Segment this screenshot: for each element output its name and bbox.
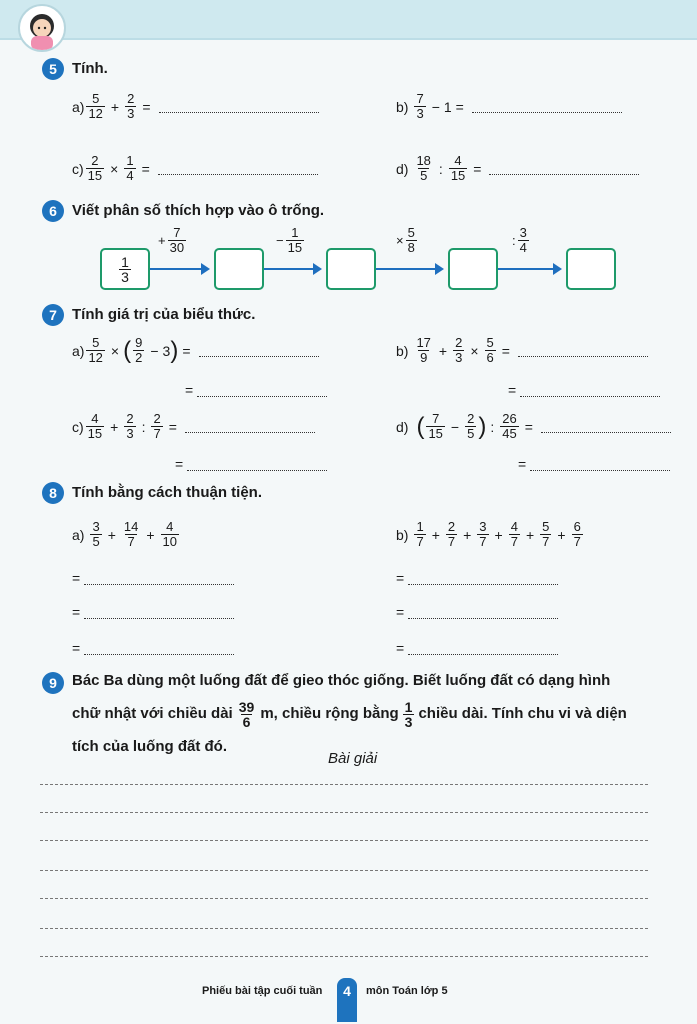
q7a: a) $\frac{5}{12}$ × ( $\frac{9}{2}$ − 3 ) =	[72, 336, 319, 365]
writing-line[interactable]	[40, 928, 648, 929]
q7d-step: =	[518, 456, 670, 472]
header-band	[0, 0, 697, 40]
answer-blank[interactable]	[158, 162, 318, 175]
q5-title: Tính.	[72, 60, 108, 77]
q8b-step-2: =	[396, 604, 558, 620]
answer-blank[interactable]	[472, 100, 622, 113]
q7c: c) $\frac{4}{15}$ + $\frac{2}{3}$ : $\frac{2}{7}$ =	[72, 412, 315, 441]
writing-line[interactable]	[40, 812, 648, 813]
q8a-step-1: =	[72, 570, 234, 586]
arrow-1	[150, 268, 208, 270]
q7b: b) $\frac{17}{9}$ + $\frac{2}{3}$ × $\frac{5}{6}$ =	[396, 336, 648, 365]
question-number-6: 6	[42, 200, 64, 222]
question-number-5: 5	[42, 58, 64, 80]
question-number-9: 9	[42, 672, 64, 694]
answer-blank[interactable]	[541, 420, 671, 433]
q7c-step: =	[175, 456, 327, 472]
writing-line[interactable]	[40, 898, 648, 899]
answer-blank[interactable]	[489, 162, 639, 175]
chain-op-3: × $\frac{5}{8}$	[396, 225, 415, 255]
avatar	[18, 4, 66, 52]
girl-avatar-icon	[20, 6, 64, 50]
q5d: d) $\frac{18}{5}$ : $\frac{4}{15}$ =	[396, 154, 639, 183]
footer-left: Phiếu bài tập cuối tuần	[202, 985, 323, 997]
writing-line[interactable]	[40, 870, 648, 871]
writing-line[interactable]	[40, 784, 648, 785]
chain-box-1[interactable]	[214, 248, 264, 290]
q7a-step: =	[185, 382, 327, 398]
q8a-step-2: =	[72, 604, 234, 620]
writing-line[interactable]	[40, 840, 648, 841]
footer-right: môn Toán lớp 5	[366, 985, 448, 997]
q8a-step-3: =	[72, 640, 234, 656]
q8a: a) $\frac{3}{5}$ + $\frac{14}{7}$ + $\frac{4}{10}$	[72, 519, 177, 549]
chain-start-box: $\frac{1}{3}$	[100, 248, 150, 290]
page-number: 4	[337, 978, 357, 1022]
writing-line[interactable]	[40, 956, 648, 957]
chain-op-4: : $\frac{3}{4}$	[512, 225, 527, 255]
solution-title: Bài giải	[328, 750, 378, 767]
q7d: d) ( $\frac{7}{15}$ − $\frac{2}{5}$ ) : $\frac{26}{45}$ =	[396, 412, 671, 441]
q5b: b) $\frac{7}{3}$ − 1 =	[396, 92, 622, 121]
q7b-step: =	[508, 382, 660, 398]
answer-blank[interactable]	[159, 100, 319, 113]
answer-blank[interactable]	[199, 344, 319, 357]
chain-op-2: − $\frac{1}{15}$	[276, 225, 303, 255]
chain-box-2[interactable]	[326, 248, 376, 290]
arrow-3	[376, 268, 442, 270]
question-number-7: 7	[42, 304, 64, 326]
q6-title: Viết phân số thích hợp vào ô trống.	[72, 202, 325, 219]
q7-title: Tính giá trị của biểu thức.	[72, 306, 256, 323]
q8-title: Tính bằng cách thuận tiện.	[72, 484, 263, 501]
q5c: c) $\frac{2}{15}$ × $\frac{1}{4}$ =	[72, 154, 318, 183]
q8b: b) $\frac{1}{7}$ + $\frac{2}{7}$ + $\frac{3}{7}$ + $\frac{4}{7}$ + $\frac{5}{7}$ + $\frac{6}{7}$	[396, 519, 581, 549]
q8b-step-1: =	[396, 570, 558, 586]
arrow-2	[264, 268, 320, 270]
question-number-8: 8	[42, 482, 64, 504]
answer-blank[interactable]	[185, 420, 315, 433]
arrow-4	[498, 268, 560, 270]
q9-text: Bác Ba dùng một luống đất để gieo thóc giống. Biết luống đất có dạng hình chữ nhật với chiều dài $\frac{39}{6}$ m, chiều rộng bằng $\frac{1}{3}$ chiều dài. Tính chu vi và diện tích của luống đất đó.	[72, 672, 627, 755]
q5a: a) $\frac{5}{12}$ + $\frac{2}{3}$ =	[72, 92, 319, 121]
answer-blank[interactable]	[518, 344, 648, 357]
chain-box-3[interactable]	[448, 248, 498, 290]
q8b-step-3: =	[396, 640, 558, 656]
chain-op-1: + $\frac{7}{30}$	[158, 225, 185, 255]
chain-box-4[interactable]	[566, 248, 616, 290]
